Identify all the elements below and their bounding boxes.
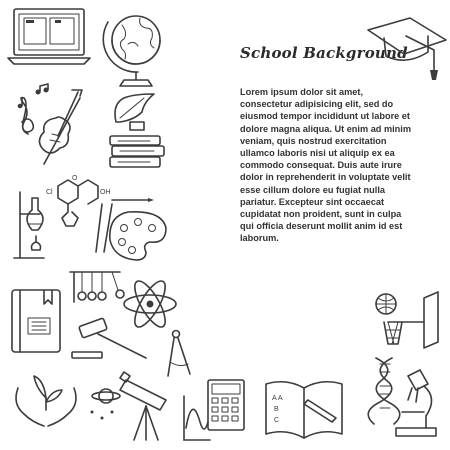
globe-icon: [103, 16, 160, 86]
quill-and-books-icon: [110, 94, 164, 167]
laptop-icon: [8, 9, 90, 64]
graduation-cap-icon: [368, 18, 446, 80]
planet-icon: [91, 389, 121, 420]
svg-text:OH: OH: [100, 189, 111, 196]
hands-with-plant-icon: [16, 376, 76, 426]
book-icon: [12, 290, 60, 352]
microscope-icon: [396, 370, 436, 436]
poster-title: School Background: [240, 44, 408, 62]
svg-text:Cl: Cl: [46, 189, 53, 196]
violin-icon: [39, 90, 82, 164]
atom-icon: [124, 277, 176, 331]
telescope-icon: [120, 372, 166, 440]
dna-icon: [368, 358, 400, 424]
drawing-compass-icon: [168, 331, 190, 377]
poster-body-text: Lorem ipsum dolor sit amet, consectetur adipisicing elit, sed do eiusmod tempor incididunt ut labore et dolore magna aliqua. Ut enim ad minim veniam, quis nostrud exercitation ullamco laboris nisi ut aliquip ex ea commodo consequat. Duis aute irure dolor in reprehenderit in voluptate velit esse cillum dolore eu fugiat nulla pariatur. Excepteur sint occaecat cupidatat non proident, sunt in culpa qui officia deserunt mollit anim id est laborum.: [240, 87, 412, 244]
function-graph-icon: [184, 396, 210, 440]
newtons-cradle-icon: [70, 272, 124, 302]
svg-text:A A: A A: [272, 395, 283, 402]
calculator-icon: [208, 380, 244, 430]
palette-icon: [110, 212, 166, 260]
svg-text:C: C: [274, 417, 280, 424]
lab-stand-icon: [14, 192, 44, 258]
notebook-icon: [266, 382, 342, 438]
svg-text:B: B: [274, 406, 279, 413]
svg-text:O: O: [72, 175, 78, 182]
basketball-hoop-icon: [376, 292, 438, 348]
